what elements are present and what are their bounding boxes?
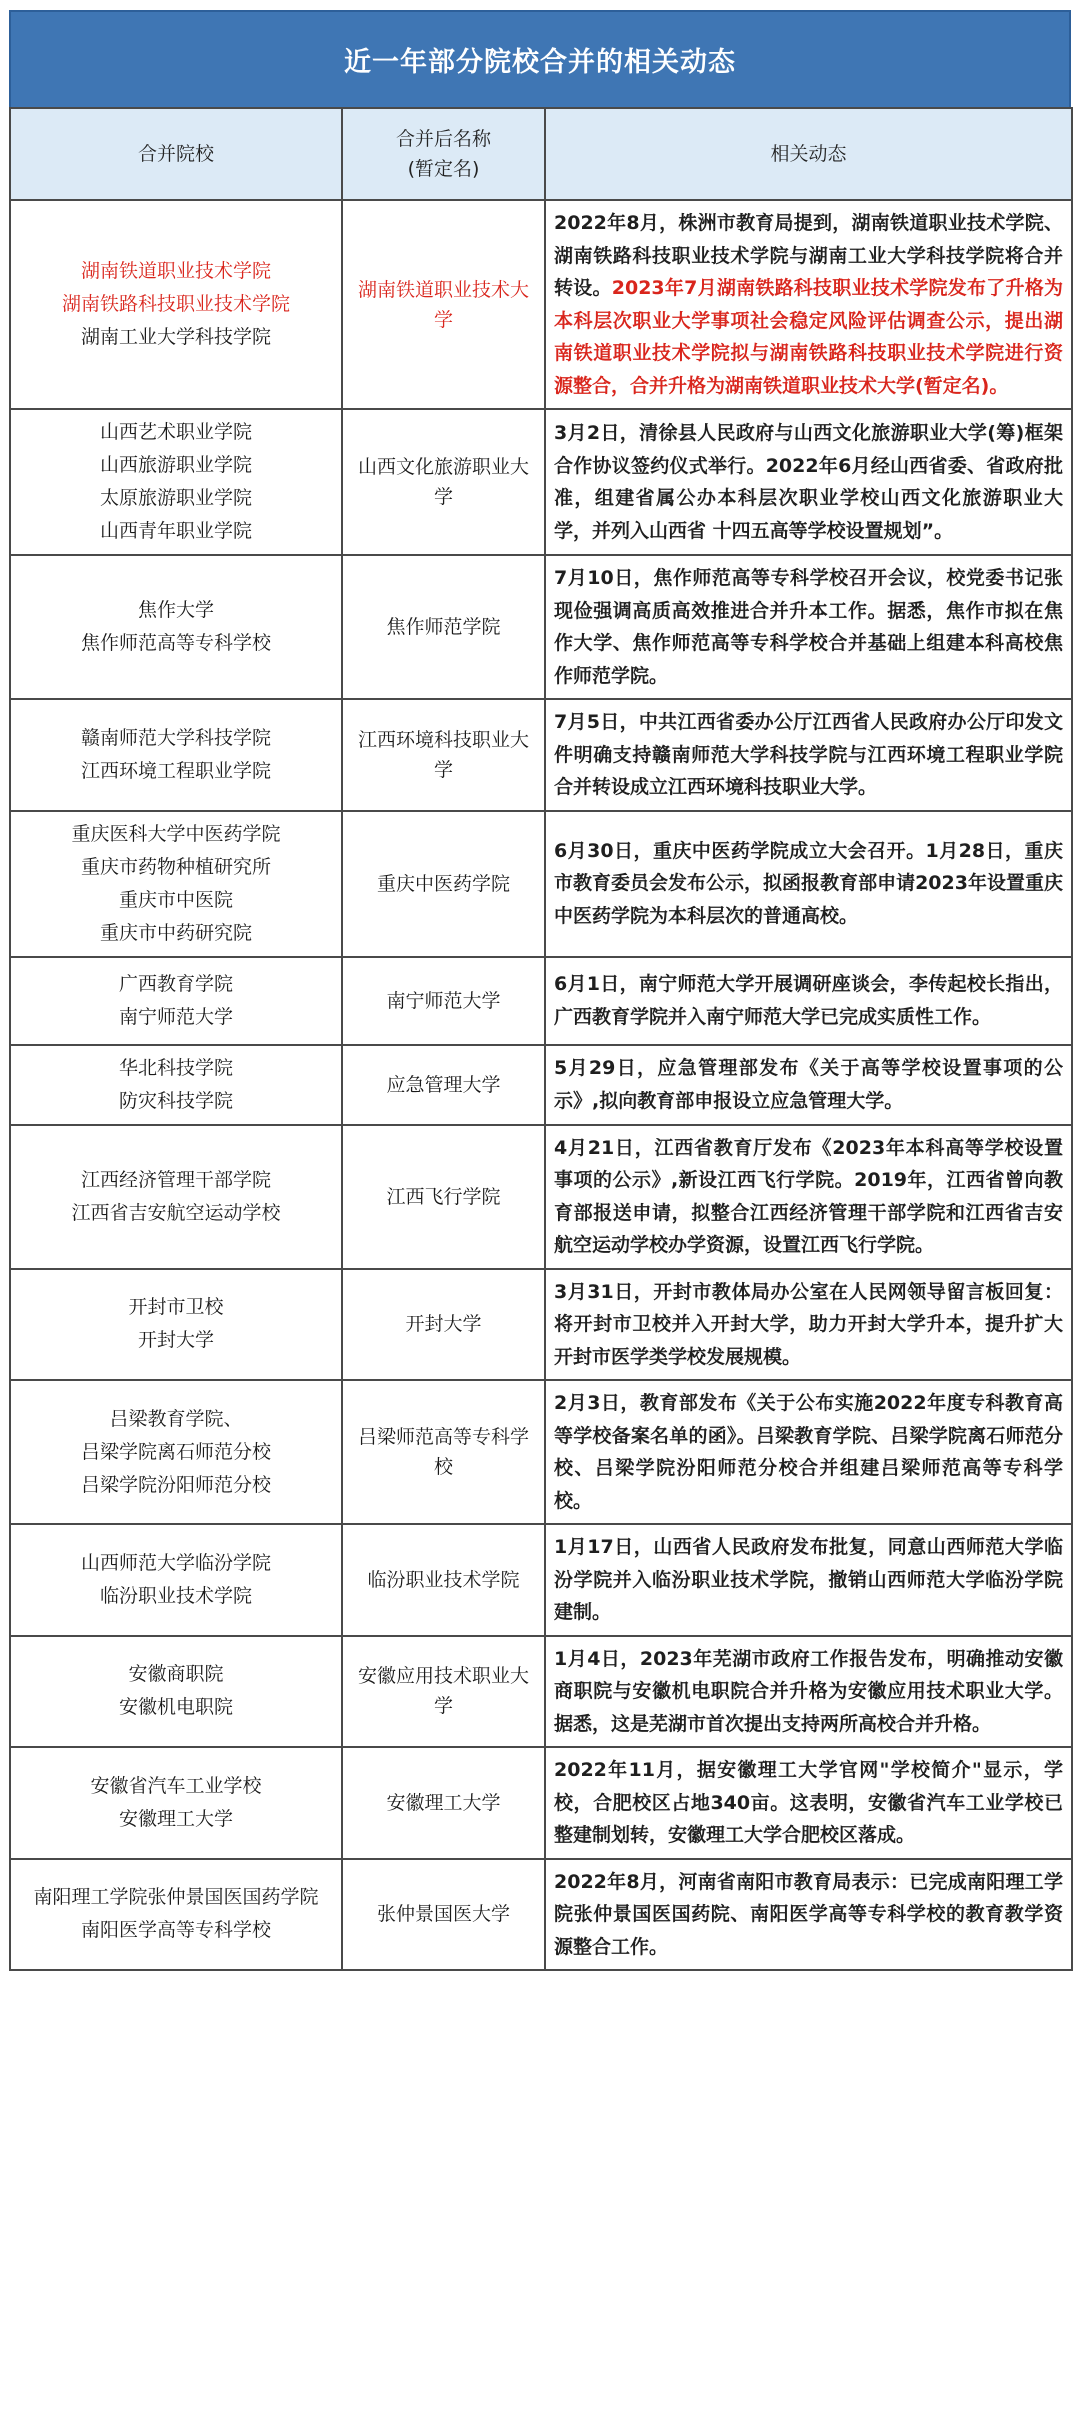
merged-name-cell — [342, 409, 545, 555]
table-row — [10, 1747, 1072, 1859]
merged-name-cell — [342, 200, 545, 409]
news-cell — [545, 1045, 1072, 1125]
header-row — [10, 108, 1072, 200]
school-name: 重庆市中医院 — [118, 888, 233, 911]
school-name: 吕梁教育学院、 — [109, 1407, 243, 1430]
table-title: 近一年部分院校合并的相关动态 — [9, 10, 1071, 107]
table-body — [10, 200, 1072, 1970]
school-name: 重庆市中药研究院 — [99, 921, 252, 944]
news-text: 6月30日，重庆中医药学院成立大会召开。1月28日，重庆市教育委员会发布公示，拟函报教育部申请2023年设置重庆中医药学院为本科层次的普通高校。 — [554, 839, 1063, 927]
school-name: 吕梁学院离石师范分校 — [80, 1440, 271, 1463]
news-text: 2月3日，教育部发布《关于公布实施2022年度专科教育高等学校备案名单的函》。吕梁教育学院、吕梁学院离石师范分校、吕梁学院汾阳师范分校合并组建吕梁师范高等专科学校。 — [554, 1392, 1063, 1512]
school-name: 湖南铁路科技职业技术学院 — [61, 293, 290, 315]
news-cell — [545, 1859, 1072, 1971]
school-name: 吕梁学院汾阳师范分校 — [80, 1473, 271, 1496]
news-cell — [545, 699, 1072, 811]
header-merged-name-line2: (暂定名) — [407, 158, 480, 180]
merged-name-cell — [342, 1524, 545, 1636]
table-row — [10, 1125, 1072, 1269]
news-text: 2022年8月，河南省南阳市教育局表示：已完成南阳理工学院张仲景国医国药院、南阳医学高等专科学校的教育教学资源整合工作。 — [554, 1870, 1063, 1958]
merged-name-cell — [342, 1747, 545, 1859]
news-cell — [545, 1524, 1072, 1636]
news-text: 5月29日，应急管理部发布《关于高等学校设置事项的公示》,拟向教育部申报设立应急管理大学。 — [554, 1057, 1063, 1112]
merged-schools-cell — [10, 1524, 342, 1636]
merged-schools-cell — [10, 1125, 342, 1269]
merged-name: 临汾职业技术学院 — [367, 1568, 520, 1591]
school-name: 安徽省汽车工业学校 — [90, 1774, 262, 1797]
news-cell — [545, 409, 1072, 555]
news-cell — [545, 555, 1072, 699]
news-text: 1月4日，2023年芜湖市政府工作报告发布，明确推动安徽商职院与安徽机电职院合并升格为安徽应用技术职业大学。据悉，这是芜湖市首次提出支持两所高校合并升格。 — [554, 1647, 1063, 1735]
school-name: 太原旅游职业学院 — [99, 487, 252, 509]
merged-name: 湖南铁道职业技术大学 — [357, 278, 529, 331]
news-text: 6月1日，南宁师范大学开展调研座谈会，李传起校长指出，广西教育学院并入南宁师范大学已完成实质性工作。 — [554, 973, 1063, 1028]
merged-name: 焦作师范学院 — [386, 616, 501, 638]
news-cell — [545, 1636, 1072, 1748]
news-cell — [545, 200, 1072, 409]
merged-schools-cell — [10, 1380, 342, 1524]
merged-name: 吕梁师范高等专科学校 — [357, 1426, 529, 1478]
merged-name: 张仲景国医大学 — [376, 1903, 510, 1926]
table-row — [10, 1380, 1072, 1524]
school-name: 重庆医科大学中医药学院 — [71, 822, 281, 845]
news-cell — [545, 1269, 1072, 1381]
news-text: 3月2日，清徐县人民政府与山西文化旅游职业大学(筹)框架合作协议签约仪式举行。2022年6月经山西省委、省政府批准，组建省属公办本科层次职业学校山西文化旅游职业大学，并列入山西省 十四五高等学校设置规划”。 — [554, 422, 1063, 542]
merged-name-cell — [342, 699, 545, 811]
merged-name-cell — [342, 1636, 545, 1748]
merged-name: 应急管理大学 — [386, 1073, 501, 1096]
school-name: 湖南工业大学科技学院 — [80, 326, 271, 348]
merged-schools-cell — [10, 409, 342, 555]
school-name: 广西教育学院 — [118, 972, 233, 995]
merger-table — [9, 107, 1073, 1971]
merged-name: 山西文化旅游职业大学 — [357, 456, 529, 508]
header-merged-name-line1: 合并后名称 — [395, 128, 491, 150]
news-cell — [545, 811, 1072, 957]
merged-name-cell — [342, 957, 545, 1045]
table-row — [10, 1045, 1072, 1125]
merged-name-cell — [342, 1125, 545, 1269]
news-text: 7月5日，中共江西省委办公厅江西省人民政府办公厅印发文件明确支持赣南师范大学科技学院与江西环境工程职业学院合并转设成立江西环境科技职业大学。 — [554, 711, 1063, 798]
school-name: 临汾职业技术学院 — [99, 1584, 252, 1607]
news-text: 1月17日，山西省人民政府发布批复，同意山西师范大学临汾学院并入临汾职业技术学院，撤销山西师范大学临汾学院建制。 — [554, 1536, 1063, 1623]
merged-schools-cell — [10, 1859, 342, 1971]
news-cell — [545, 1380, 1072, 1524]
merger-table-document — [9, 10, 1071, 1971]
table-row — [10, 1269, 1072, 1381]
header-schools: 合并院校 — [10, 108, 342, 200]
merged-schools-cell — [10, 811, 342, 957]
news-cell — [545, 1747, 1072, 1859]
school-name: 山西青年职业学院 — [99, 520, 252, 542]
table-row — [10, 811, 1072, 957]
merged-schools-cell — [10, 1636, 342, 1748]
school-name: 山西旅游职业学院 — [99, 454, 252, 476]
table-row — [10, 200, 1072, 409]
merged-name: 江西环境科技职业大学 — [357, 728, 529, 781]
merged-name: 安徽理工大学 — [386, 1791, 501, 1814]
merged-name-cell — [342, 1269, 545, 1381]
merged-schools-cell — [10, 200, 342, 409]
merged-name: 江西飞行学院 — [386, 1185, 501, 1208]
school-name: 南阳医学高等专科学校 — [80, 1919, 271, 1942]
merged-schools-cell — [10, 1045, 342, 1125]
news-text: 3月31日，开封市教体局办公室在人民网领导留言板回复：将开封市卫校并入开封大学，助力开封大学升本，提升扩大开封市医学类学校发展规模。 — [554, 1280, 1063, 1368]
merged-name-cell — [342, 1859, 545, 1971]
table-row — [10, 1859, 1072, 1971]
school-name: 焦作大学 — [137, 599, 214, 621]
merged-name: 安徽应用技术职业大学 — [357, 1665, 529, 1718]
merged-name-cell — [342, 1045, 545, 1125]
merged-schools-cell — [10, 555, 342, 699]
school-name: 南阳理工学院张仲景国医国药学院 — [33, 1886, 319, 1909]
school-name: 安徽理工大学 — [118, 1807, 233, 1830]
merged-schools-cell — [10, 1269, 342, 1381]
school-name: 江西省吉安航空运动学校 — [71, 1201, 281, 1224]
merged-name-cell — [342, 555, 545, 699]
school-name: 焦作师范高等专科学校 — [80, 632, 271, 654]
news-text: 4月21日，江西省教育厅发布《2023年本科高等学校设置事项的公示》,新设江西飞行学院。2019年，江西省曾向教育部报送申请，拟整合江西经济管理干部学院和江西省吉安航空运动学校办学资源，设置江西飞行学院。 — [554, 1136, 1063, 1256]
table-row — [10, 1636, 1072, 1748]
table-row — [10, 699, 1072, 811]
school-name: 山西艺术职业学院 — [99, 421, 252, 443]
school-name: 赣南师范大学科技学院 — [80, 726, 271, 749]
merged-name: 南宁师范大学 — [386, 989, 501, 1012]
merged-schools-cell — [10, 699, 342, 811]
table-row — [10, 1524, 1072, 1636]
merged-schools-cell — [10, 1747, 342, 1859]
news-text: 2022年8月，株洲市教育局提到，湖南铁道职业技术学院、湖南铁路科技职业技术学院与湖南工业大学科技学院将合并转设。 — [554, 212, 1063, 299]
school-name: 华北科技学院 — [118, 1056, 233, 1079]
table-row — [10, 957, 1072, 1045]
header-news: 相关动态 — [545, 108, 1072, 200]
school-name: 安徽机电职院 — [118, 1696, 233, 1719]
merged-name-cell — [342, 1380, 545, 1524]
table-row — [10, 555, 1072, 699]
school-name: 山西师范大学临汾学院 — [80, 1551, 271, 1574]
school-name: 开封大学 — [137, 1329, 214, 1352]
news-text-highlight: 2023年7月湖南铁路科技职业技术学院发布了升格为本科层次职业大学事项社会稳定风险评估调查公示，提出湖南铁道职业技术学院拟与湖南铁路科技职业技术学院进行资源整合，合并升格为湖南铁道职业技术大学(暂定名)。 — [554, 277, 1063, 397]
school-name: 开封市卫校 — [128, 1296, 224, 1319]
school-name: 江西经济管理干部学院 — [80, 1168, 271, 1191]
news-text: 7月10日，焦作师范高等专科学校召开会议，校党委书记张现俭强调高质高效推进合并升本工作。据悉，焦作市拟在焦作大学、焦作师范高等专科学校合并基础上组建本科高校焦作师范学院。 — [554, 567, 1063, 687]
merged-schools-cell — [10, 957, 342, 1045]
merged-name-cell — [342, 811, 545, 957]
merged-name: 重庆中医药学院 — [376, 872, 510, 895]
school-name: 安徽商职院 — [128, 1663, 224, 1686]
header-merged-name — [342, 108, 545, 200]
table-row — [10, 409, 1072, 555]
news-text: 2022年11月，据安徽理工大学官网"学校简介"显示，学校，合肥校区占地340亩。这表明，安徽省汽车工业学校已整建制划转，安徽理工大学合肥校区落成。 — [554, 1759, 1063, 1846]
school-name: 湖南铁道职业技术学院 — [80, 260, 271, 282]
news-cell — [545, 1125, 1072, 1269]
school-name: 防灾科技学院 — [118, 1089, 233, 1112]
school-name: 南宁师范大学 — [118, 1005, 233, 1028]
school-name: 江西环境工程职业学院 — [80, 759, 271, 782]
school-name: 重庆市药物种植研究所 — [80, 855, 271, 878]
merged-name: 开封大学 — [405, 1313, 482, 1336]
news-cell — [545, 957, 1072, 1045]
